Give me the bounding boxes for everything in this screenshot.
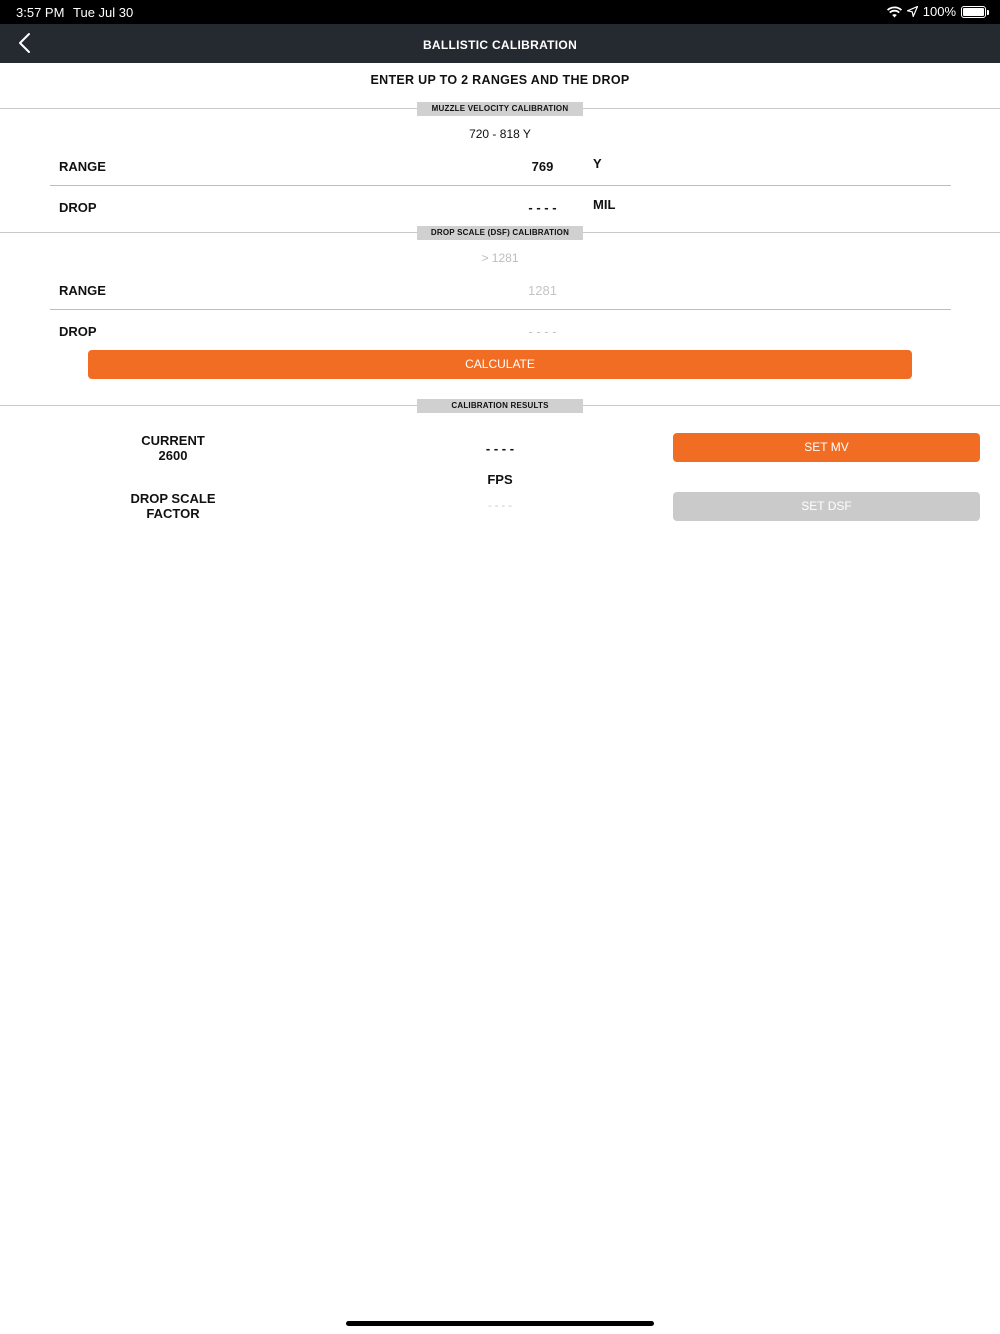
mv-calibration-header: MUZZLE VELOCITY CALIBRATION — [417, 102, 583, 116]
dsf-range-hint: > 1281 — [481, 251, 519, 265]
dsf-drop-input[interactable]: - - - - — [528, 324, 557, 339]
battery-icon — [961, 6, 986, 18]
status-right — [887, 4, 986, 19]
mv-unit-label: FPS — [487, 472, 513, 487]
dsf-label-line1: DROP SCALE — [130, 491, 216, 506]
calculate-button[interactable]: CALCULATE — [88, 350, 912, 379]
home-indicator[interactable] — [346, 1321, 654, 1326]
status-time: 3:57 PM — [16, 5, 65, 20]
mv-range-unit: Y — [593, 156, 602, 171]
mv-drop-input[interactable]: - - - - — [528, 200, 557, 215]
calibrated-mv-value: - - - - — [485, 441, 515, 456]
current-label: CURRENT — [141, 433, 205, 448]
row-divider — [50, 309, 951, 310]
current-mv-value: 2600 — [158, 448, 188, 463]
location-arrow-icon — [907, 6, 918, 17]
current-mv-label — [98, 433, 248, 463]
page-title: BALLISTIC CALIBRATION — [422, 38, 578, 52]
nav-bar — [0, 24, 1000, 63]
mv-drop-unit: MIL — [593, 197, 616, 212]
dsf-range-label: RANGE — [59, 283, 106, 298]
battery-percent: 100% — [922, 4, 956, 19]
instructions-text: ENTER UP TO 2 RANGES AND THE DROP — [370, 73, 630, 87]
dsf-drop-label: DROP — [59, 324, 97, 339]
dsf-range-input[interactable]: 1281 — [528, 283, 557, 298]
calibrated-dsf-value: - - - - — [488, 500, 512, 512]
wifi-icon — [887, 6, 902, 18]
row-divider — [50, 185, 951, 186]
drop-scale-factor-label — [98, 491, 248, 521]
calibration-results-header: CALIBRATION RESULTS — [417, 399, 583, 413]
dsf-label-line2: FACTOR — [146, 506, 200, 521]
mv-range-label: RANGE — [59, 159, 106, 174]
dsf-calibration-header: DROP SCALE (DSF) CALIBRATION — [417, 226, 583, 240]
set-mv-button[interactable]: SET MV — [673, 433, 980, 462]
mv-range-hint: 720 - 818 Y — [469, 127, 531, 141]
status-bar — [0, 0, 1000, 24]
set-dsf-button[interactable]: SET DSF — [673, 492, 980, 521]
status-date: Tue Jul 30 — [73, 5, 134, 20]
mv-drop-label: DROP — [59, 200, 97, 215]
mv-range-input[interactable]: 769 — [531, 159, 554, 174]
